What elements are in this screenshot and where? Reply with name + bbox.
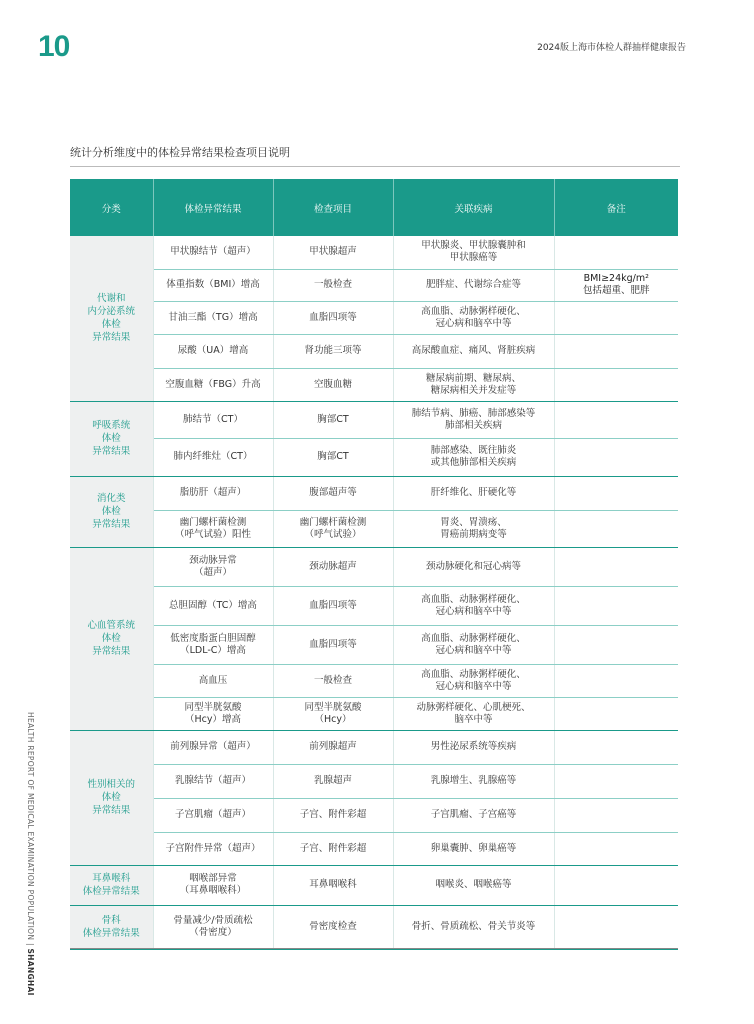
note-cell bbox=[554, 438, 678, 476]
disease-cell: 肺部感染、既往肺炎 或其他肺部相关疾病 bbox=[393, 438, 554, 476]
note-cell bbox=[554, 865, 678, 905]
disease-cell: 卵巢囊肿、卵巢癌等 bbox=[393, 832, 554, 865]
note-cell bbox=[554, 368, 678, 401]
exam-cell: 子宫、附件彩超 bbox=[273, 832, 393, 865]
table-header-row bbox=[70, 179, 678, 236]
category-cell: 消化类 体检 异常结果 bbox=[70, 476, 153, 547]
category-cell: 骨科 体检异常结果 bbox=[70, 905, 153, 949]
disease-cell: 高尿酸血症、痛风、肾脏疾病 bbox=[393, 334, 554, 368]
result-cell: 体重指数（BMI）增高 bbox=[153, 269, 273, 301]
disease-cell: 高血脂、动脉粥样硬化、 冠心病和脑卒中等 bbox=[393, 625, 554, 664]
note-cell bbox=[554, 664, 678, 697]
disease-cell: 骨折、骨质疏松、骨关节炎等 bbox=[393, 905, 554, 949]
disease-cell: 咽喉炎、咽喉癌等 bbox=[393, 865, 554, 905]
table-row bbox=[70, 832, 678, 865]
result-cell: 肺结节（CT） bbox=[153, 401, 273, 438]
exam-cell: 前列腺超声 bbox=[273, 730, 393, 764]
exam-items-table bbox=[70, 179, 678, 950]
result-cell: 尿酸（UA）增高 bbox=[153, 334, 273, 368]
table-row bbox=[70, 236, 678, 269]
note-cell bbox=[554, 301, 678, 334]
note-cell bbox=[554, 905, 678, 949]
report-title: 2024版上海市体检人群抽样健康报告 bbox=[537, 43, 686, 53]
side-text-divider: | bbox=[26, 940, 35, 949]
table-row bbox=[70, 269, 678, 301]
result-cell: 脂肪肝（超声） bbox=[153, 476, 273, 510]
header-note: 备注 bbox=[554, 179, 678, 236]
side-text-main: HEALTH REPORT OF MEDICAL EXAMINATION POPULATION bbox=[26, 712, 35, 941]
result-cell: 空腹血糖（FBG）升高 bbox=[153, 368, 273, 401]
header-category: 分类 bbox=[70, 179, 153, 236]
category-cell: 心血管系统 体检 异常结果 bbox=[70, 547, 153, 730]
result-cell: 幽门螺杆菌检测 （呼气试验）阳性 bbox=[153, 510, 273, 547]
disease-cell: 男性泌尿系统等疾病 bbox=[393, 730, 554, 764]
side-text-bold: SHANGHAI bbox=[26, 948, 35, 996]
exam-cell: 骨密度检查 bbox=[273, 905, 393, 949]
note-cell bbox=[554, 476, 678, 510]
exam-cell: 幽门螺杆菌检测 （呼气试验） bbox=[273, 510, 393, 547]
exam-cell: 乳腺超声 bbox=[273, 764, 393, 798]
table-row bbox=[70, 401, 678, 438]
exam-cell: 血脂四项等 bbox=[273, 625, 393, 664]
note-cell bbox=[554, 334, 678, 368]
result-cell: 甲状腺结节（超声） bbox=[153, 236, 273, 269]
result-cell: 总胆固醇（TC）增高 bbox=[153, 586, 273, 625]
result-cell: 子宫附件异常（超声） bbox=[153, 832, 273, 865]
exam-cell: 子宫、附件彩超 bbox=[273, 798, 393, 832]
header-exam: 检查项目 bbox=[273, 179, 393, 236]
page-number: 10 bbox=[38, 30, 70, 63]
exam-cell: 一般检查 bbox=[273, 664, 393, 697]
result-cell: 低密度脂蛋白胆固醇 （LDL-C）增高 bbox=[153, 625, 273, 664]
table-row bbox=[70, 865, 678, 905]
table-row bbox=[70, 476, 678, 510]
table-bottom-rule bbox=[70, 948, 678, 949]
disease-cell: 颈动脉硬化和冠心病等 bbox=[393, 547, 554, 586]
disease-cell: 高血脂、动脉粥样硬化、 冠心病和脑卒中等 bbox=[393, 301, 554, 334]
note-cell bbox=[554, 510, 678, 547]
table-row bbox=[70, 625, 678, 664]
exam-cell: 甲状腺超声 bbox=[273, 236, 393, 269]
table-row bbox=[70, 697, 678, 730]
exam-cell: 血脂四项等 bbox=[273, 586, 393, 625]
side-vertical-text bbox=[26, 712, 35, 996]
result-cell: 子宫肌瘤（超声） bbox=[153, 798, 273, 832]
note-cell bbox=[554, 401, 678, 438]
note-cell bbox=[554, 764, 678, 798]
result-cell: 骨量减少/骨质疏松 （骨密度） bbox=[153, 905, 273, 949]
disease-cell: 肥胖症、代谢综合症等 bbox=[393, 269, 554, 301]
disease-cell: 高血脂、动脉粥样硬化、 冠心病和脑卒中等 bbox=[393, 664, 554, 697]
table-row bbox=[70, 438, 678, 476]
note-cell bbox=[554, 832, 678, 865]
disease-cell: 胃炎、胃溃疡、 胃癌前期病变等 bbox=[393, 510, 554, 547]
category-cell: 耳鼻喉科 体检异常结果 bbox=[70, 865, 153, 905]
exam-cell: 同型半胱氨酸 （Hcy） bbox=[273, 697, 393, 730]
table-row bbox=[70, 764, 678, 798]
disease-cell: 乳腺增生、乳腺癌等 bbox=[393, 764, 554, 798]
disease-cell: 动脉粥样硬化、心肌梗死、 脑卒中等 bbox=[393, 697, 554, 730]
category-cell: 呼吸系统 体检 异常结果 bbox=[70, 401, 153, 476]
table-row bbox=[70, 905, 678, 949]
category-cell: 性别相关的 体检 异常结果 bbox=[70, 730, 153, 865]
result-cell: 甘油三酯（TG）增高 bbox=[153, 301, 273, 334]
table-row bbox=[70, 547, 678, 586]
table-row bbox=[70, 730, 678, 764]
result-cell: 肺内纤维灶（CT） bbox=[153, 438, 273, 476]
table-row bbox=[70, 301, 678, 334]
result-cell: 乳腺结节（超声） bbox=[153, 764, 273, 798]
table-row bbox=[70, 510, 678, 547]
note-cell bbox=[554, 236, 678, 269]
note-cell: BMI≥24kg/m² 包括超重、肥胖 bbox=[554, 269, 678, 301]
result-cell: 颈动脉异常 （超声） bbox=[153, 547, 273, 586]
result-cell: 同型半胱氨酸 （Hcy）增高 bbox=[153, 697, 273, 730]
exam-cell: 胸部CT bbox=[273, 401, 393, 438]
result-cell: 高血压 bbox=[153, 664, 273, 697]
section-title: 统计分析维度中的体检异常结果检查项目说明 bbox=[70, 144, 680, 167]
table-row bbox=[70, 664, 678, 697]
disease-cell: 高血脂、动脉粥样硬化、 冠心病和脑卒中等 bbox=[393, 586, 554, 625]
header-result: 体检异常结果 bbox=[153, 179, 273, 236]
table-body bbox=[70, 236, 678, 949]
note-cell bbox=[554, 697, 678, 730]
disease-cell: 肺结节病、肺癌、肺部感染等 肺部相关疾病 bbox=[393, 401, 554, 438]
table-row bbox=[70, 586, 678, 625]
exam-cell: 耳鼻咽喉科 bbox=[273, 865, 393, 905]
exam-cell: 肾功能三项等 bbox=[273, 334, 393, 368]
note-cell bbox=[554, 586, 678, 625]
table-row bbox=[70, 334, 678, 368]
table-row bbox=[70, 368, 678, 401]
note-cell bbox=[554, 798, 678, 832]
disease-cell: 甲状腺炎、甲状腺囊肿和 甲状腺癌等 bbox=[393, 236, 554, 269]
result-cell: 前列腺异常（超声） bbox=[153, 730, 273, 764]
exam-cell: 腹部超声等 bbox=[273, 476, 393, 510]
table-row bbox=[70, 798, 678, 832]
category-cell: 代谢和 内分泌系统 体检 异常结果 bbox=[70, 236, 153, 401]
disease-cell: 糖尿病前期、糖尿病、 糖尿病相关并发症等 bbox=[393, 368, 554, 401]
note-cell bbox=[554, 730, 678, 764]
header-disease: 关联疾病 bbox=[393, 179, 554, 236]
exam-cell: 空腹血糖 bbox=[273, 368, 393, 401]
exam-cell: 一般检查 bbox=[273, 269, 393, 301]
result-cell: 咽喉部异常 （耳鼻咽喉科） bbox=[153, 865, 273, 905]
exam-cell: 胸部CT bbox=[273, 438, 393, 476]
note-cell bbox=[554, 547, 678, 586]
disease-cell: 肝纤维化、肝硬化等 bbox=[393, 476, 554, 510]
exam-cell: 颈动脉超声 bbox=[273, 547, 393, 586]
disease-cell: 子宫肌瘤、子宫癌等 bbox=[393, 798, 554, 832]
note-cell bbox=[554, 625, 678, 664]
exam-cell: 血脂四项等 bbox=[273, 301, 393, 334]
